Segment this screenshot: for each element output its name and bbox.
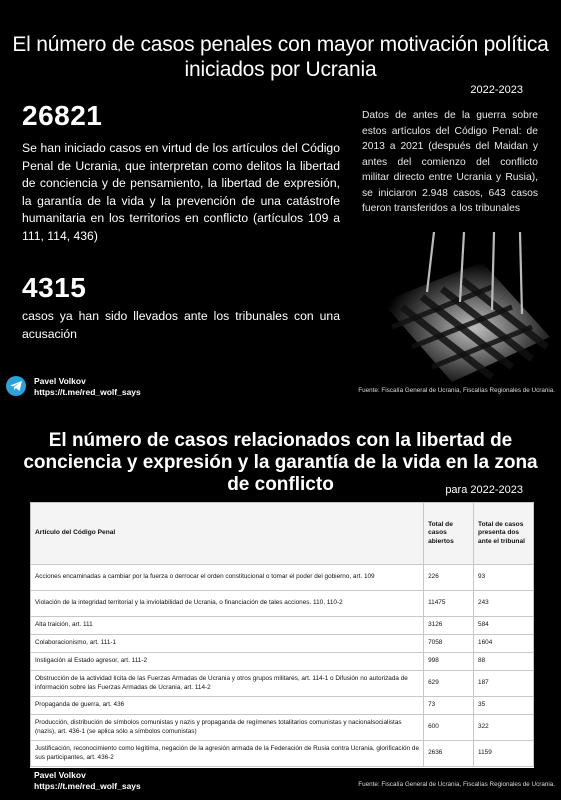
cell-opened: 2636 (424, 741, 474, 767)
stat1-description: Se han iniciado casos en virtud de los artículos del Código Penal de Ucrania, que interpretan como delitos la libertad de conciencia y de pensamiento, la libertad de expresión, la garantía de la vida y la prevención de una catástrofe humanitaria en los territorios en conflicto (artículos 109 a 111, 114, 436) (22, 141, 340, 243)
cell-opened: 7058 (424, 635, 474, 653)
author-name: Pavel Volkov (34, 770, 86, 780)
cell-article: Acciones encaminadas a cambiar por la fuerza o derrocar el orden constitucional o tomar el poder del gobierno, art. 109 (31, 565, 424, 591)
cases-table (30, 502, 534, 767)
telegram-link[interactable]: https://t.me/red_wolf_says (34, 781, 141, 791)
cell-court: 322 (474, 715, 534, 741)
table-row (31, 653, 534, 671)
table-header-row (31, 503, 534, 565)
cell-court: 187 (474, 671, 534, 697)
cell-article: Instigación al Estado agresor, art. 111-2 (31, 653, 424, 671)
table-row (31, 671, 534, 697)
source-note: Fuente: Fiscalía General de Ucrania, Fiscalías Regionales de Ucrania. (358, 781, 555, 788)
footer-bottom (0, 770, 561, 796)
table-row (31, 697, 534, 715)
cell-court: 93 (474, 565, 534, 591)
header-court: Total de casos presenta dos ante el tribunal (474, 503, 534, 565)
cell-court: 584 (474, 617, 534, 635)
author-name: Pavel Volkov (34, 376, 86, 386)
header-opened: Total de casos abiertos (424, 503, 474, 565)
stat2-number: 4315 (22, 272, 87, 303)
cell-article: Alta traición, art. 111 (31, 617, 424, 635)
section2-title: El número de casos relacionados con la libertad de conciencia y expresión y la garantía de la vida en la zona de conflicto (23, 430, 538, 495)
source-note: Fuente: Fiscalía General de Ucrania, Fiscalías Regionales de Ucrania. (358, 387, 555, 394)
cell-opened: 226 (424, 565, 474, 591)
table-row (31, 565, 534, 591)
section1-years: 2022-2023 (470, 84, 523, 96)
footer-top (0, 376, 561, 402)
cell-article: Obstrucción de la actividad lícita de las Fuerzas Armadas de Ucrania y otros grupos militares, art. 114-1 o Difusión no autorizada de información sobre las Fuerzas Armadas de Ucrania, art. 114-2 (31, 671, 424, 697)
cell-court: 88 (474, 653, 534, 671)
cell-article: Colaboracionismo, art. 111-1 (31, 635, 424, 653)
cell-opened: 600 (424, 715, 474, 741)
cell-opened: 73 (424, 697, 474, 715)
stat1-number: 26821 (22, 100, 103, 131)
cell-opened: 11475 (424, 591, 474, 617)
cell-court: 1604 (474, 635, 534, 653)
cases-table-container (30, 502, 534, 768)
section2-years: para 2022-2023 (445, 484, 523, 496)
prison-bars-illustration (372, 232, 552, 382)
cell-opened: 629 (424, 671, 474, 697)
cell-article: Justificación, reconocimiento como legítima, negación de la agresión armada de la Federación de Rusia contra Ucrania, glorificación de sus participantes, art. 436-2 (31, 741, 424, 767)
header-article: Artículo del Código Penal (31, 503, 424, 565)
table-row (31, 741, 534, 767)
cell-court: 35 (474, 697, 534, 715)
cell-opened: 3126 (424, 617, 474, 635)
stat2-description: casos ya han sido llevados ante los tribunales con una acusación (22, 309, 340, 341)
cell-court: 1159 (474, 741, 534, 767)
telegram-link[interactable]: https://t.me/red_wolf_says (34, 387, 141, 397)
section1-title: El número de casos penales con mayor motivación política iniciados por Ucrania (12, 33, 549, 81)
table-row (31, 591, 534, 617)
cell-opened: 998 (424, 653, 474, 671)
cell-article: Producción, distribución de símbolos comunistas y nazis y propaganda de regímenes totalitarios comunistas y nacionalsocialistas (nazis), art. 436-1 (se aplica sólo a símbolos comunistas) (31, 715, 424, 741)
prewar-data-text: Datos de antes de la guerra sobre estos artículos del Código Penal: de 2013 a 2021 (después del Maidan y antes del comienzo del conflicto militar directo entre Ucrania y Rusia), se iniciaron 2.948 casos, 643 casos fueron transferidos a los tribunales (362, 110, 538, 214)
cell-article: Propaganda de guerra, art. 436 (31, 697, 424, 715)
table-row (31, 635, 534, 653)
table-row (31, 617, 534, 635)
telegram-icon[interactable] (6, 376, 26, 396)
table-row (31, 715, 534, 741)
cell-article: Violación de la integridad territorial y la inviolabilidad de Ucrania, o financiación de tales acciones. 110, 110-2 (31, 591, 424, 617)
cell-court: 243 (474, 591, 534, 617)
